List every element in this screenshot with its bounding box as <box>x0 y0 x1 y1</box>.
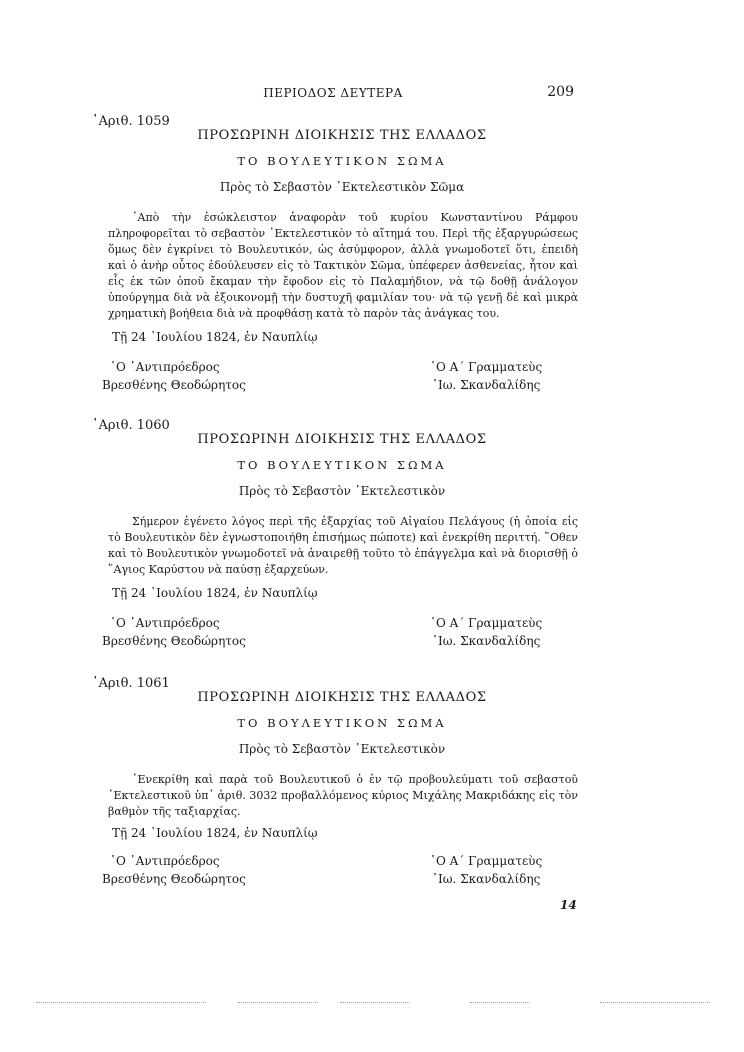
doc-number: ᾽Αριθ. 1061 <box>92 676 170 691</box>
page-number: 209 <box>547 84 574 100</box>
heading-government: ΠΡΟΣΩΡΙΝΗ ΔΙΟΙΚΗΣΙΣ ΤΗΣ ΕΛΛΑΔΟΣ <box>197 128 487 143</box>
signature-secretary <box>430 852 542 888</box>
scan-artifact-line <box>238 1002 318 1003</box>
running-title: ΠΕΡΙΟΔΟΣ ΔΕΥΤΕΡΑ <box>263 86 403 100</box>
signature-name: ᾽Ιω. Σκανδαλίδης <box>432 378 541 392</box>
signature-vice-president <box>102 614 246 650</box>
date-line: Τῇ 24 ᾽Ιουλίου 1824, ἐν Ναυπλίῳ <box>112 330 318 344</box>
signature-vice-president <box>102 852 246 888</box>
signature-secretary <box>430 614 542 650</box>
scan-artifact-line <box>470 1002 530 1003</box>
date-line: Τῇ 24 ᾽Ιουλίου 1824, ἐν Ναυπλίῳ <box>112 586 318 600</box>
signature-name: Βρεσθένης Θεοδώρητος <box>102 872 246 886</box>
signature-title: ῾Ο ᾽Αντιπρόεδρος <box>110 854 220 868</box>
date-line: Τῇ 24 ᾽Ιουλίου 1824, ἐν Ναυπλίῳ <box>112 826 318 840</box>
folio-mark: 14 <box>560 898 577 912</box>
scan-artifact-line <box>36 1002 206 1003</box>
signature-vice-president <box>102 358 246 394</box>
scan-artifact-line <box>600 1002 710 1003</box>
heading-government: ΠΡΟΣΩΡΙΝΗ ΔΙΟΙΚΗΣΙΣ ΤΗΣ ΕΛΛΑΔΟΣ <box>197 690 487 705</box>
signature-title: ῾Ο ᾽Αντιπρόεδρος <box>110 360 220 374</box>
running-header <box>92 86 574 106</box>
signature-name: ᾽Ιω. Σκανδαλίδης <box>432 872 541 886</box>
signature-title: ῾Ο ᾽Αντιπρόεδρος <box>110 616 220 630</box>
doc-number: ᾽Αριθ. 1059 <box>92 114 170 129</box>
signature-secretary <box>430 358 542 394</box>
body-text: ᾽Ενεκρίθη καὶ παρὰ τοῦ Βουλευτικοῦ ὁ ἐν τῷ προβουλεύματι τοῦ σεβαστοῦ ᾽Εκτελεστικοῦ ὑπ᾽ ἀριθ. 3032 προβαλλόμενος κύριος Μιχάλης Μακριδάκης εἰς τὸν βαθμὸν τῆς ταξιαρχίας. <box>108 773 578 818</box>
body-text: ᾽Απὸ τὴν ἐσώκλειστον ἀναφορὰν τοῦ κυρίου Κωνσταντίνου Ράμφου πληροφορεῖται τὸ σεβαστὸν ᾽Εκτελεστικὸν τὸ αἴτημά του. Περὶ τῆς ἐξαργυρώσεως ὅμως δὲν ἐγκρίνει τὸ Βουλευτικόν, ὡς ἀσύμφορον, ἀλλὰ γνωμοδοτεῖ ὅτι, ἐπειδὴ καὶ ὁ ἀνὴρ οὗτος ἐδούλευσεν εἰς τὸ Τακτικὸν Σῶμα, ὑπέφερεν ἀσθενείας, ἦτον καὶ εἷς ἐκ τῶν ὁποῦ ἔκαμαν τὴν ἔφοδον εἰς τὸ Παλαμήδιον, νὰ τῷ δοθῇ ἀνάλογον ὑπούργημα διὰ νὰ ἐξοικονομῇ τὴν δυστυχῆ φαμιλίαν του· νὰ τῷ γενῇ δὲ καὶ μικρὰ χρηματικὴ βοήθεια διὰ νὰ προφθάσῃ κατὰ τὸ παρὸν τὰς ἀνάγκας του. <box>108 211 578 320</box>
heading-legislative-body: ΤΟ ΒΟΥΛΕΥΤΙΚΟΝ ΣΩΜΑ <box>237 716 447 730</box>
heading-government: ΠΡΟΣΩΡΙΝΗ ΔΙΟΙΚΗΣΙΣ ΤΗΣ ΕΛΛΑΔΟΣ <box>197 432 487 447</box>
heading-legislative-body: ΤΟ ΒΟΥΛΕΥΤΙΚΟΝ ΣΩΜΑ <box>237 458 447 472</box>
heading-addressee: Πρὸς τὸ Σεβαστὸν ᾽Εκτελεστικὸν <box>238 484 446 498</box>
heading-addressee: Πρὸς τὸ Σεβαστὸν ᾽Εκτελεστικὸν Σῶμα <box>219 180 465 194</box>
body-text: Σήμερον ἐγένετο λόγος περὶ τῆς ἐξαρχίας τοῦ Αἰγαίου Πελάγους (ἡ ὁποία εἰς τὸ Βουλευτικὸν δὲν ἐγνωστοποιήθη ἐπισήμως πώποτε) καὶ ἐνεκρίθη περιττή. ῞Οθεν καὶ τὸ Βουλευτικὸν γνωμοδοτεῖ νὰ ἀναιρεθῇ τοῦτο τὸ ἐπάγγελμα καὶ νὰ διορισθῇ ὁ ῞Αγιος Καρύστου νὰ παύσῃ ἐξαρχεύων. <box>108 515 578 576</box>
signature-name: Βρεσθένης Θεοδώρητος <box>102 634 246 648</box>
scan-artifact-line <box>340 1002 410 1003</box>
heading-legislative-body: ΤΟ ΒΟΥΛΕΥΤΙΚΟΝ ΣΩΜΑ <box>237 154 447 168</box>
signature-name: ᾽Ιω. Σκανδαλίδης <box>432 634 541 648</box>
doc-number: ᾽Αριθ. 1060 <box>92 418 170 433</box>
signature-title: ῾Ο Α´ Γραμματεὺς <box>430 616 543 630</box>
signature-title: ῾Ο Α´ Γραμματεὺς <box>430 854 543 868</box>
signature-name: Βρεσθένης Θεοδώρητος <box>102 378 246 392</box>
heading-addressee: Πρὸς τὸ Σεβαστὸν ᾽Εκτελεστικὸν <box>238 742 446 756</box>
signature-title: ῾Ο Α´ Γραμματεὺς <box>430 360 543 374</box>
